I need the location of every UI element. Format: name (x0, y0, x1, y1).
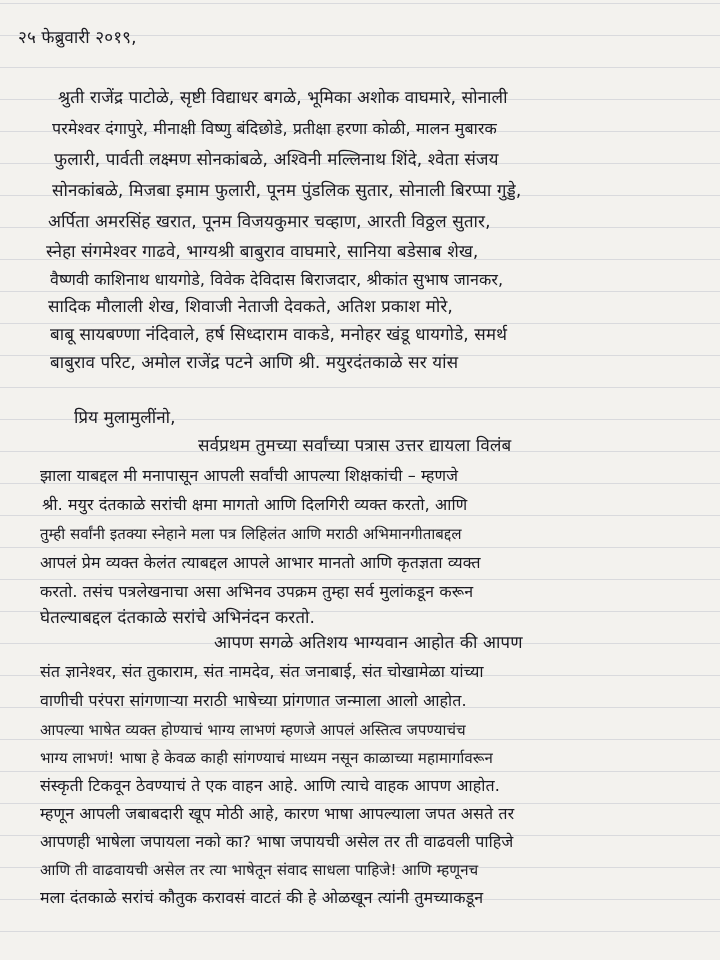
recipient-line: वैष्णवी काशिनाथ धायगोडे, विवेक देविदास बिराजदार, श्रीकांत सुभाष जानकर, (50, 270, 504, 289)
salutation: प्रिय मुलामुलींनो, (74, 408, 176, 428)
recipient-line: परमेश्वर दंगापुरे, मीनाक्षी विष्णु बंदिछोडे, प्रतीक्षा हरणा कोळी, मालन मुबारक (52, 119, 497, 138)
recipient-line: अर्पिता अमरसिंह खरात, पूनम विजयकुमार चव्हाण, आरती विठ्ठल सुतार, (48, 212, 491, 232)
body-line: आणि ती वाढवायची असेल तर त्या भाषेतून संवाद साधला पाहिजे! आणि म्हणूनच (40, 861, 479, 879)
body-line: आपणही भाषेला जपायला नको का? भाषा जपायची असेल तर ती वाढवली पाहिजे (40, 832, 514, 851)
body-line: तुम्ही सर्वांनी इतक्या स्नेहाने मला पत्र लिहिलंत आणि मराठी अभिमानगीताबद्दल (40, 525, 462, 543)
recipient-line: बाबू सायबण्णा नंदिवाले, हर्ष सिध्दाराम वाकडे, मनोहर खंडू धायगोडे, समर्थ (50, 325, 508, 345)
recipient-line: बाबुराव परिट, अमोल राजेंद्र पटने आणि श्री. मयुरदंतकाळे सर यांस (50, 353, 459, 373)
body-line: श्री. मयुर दंतकाळे सरांची क्षमा मागतो आणि दिलगिरी व्यक्त करतो, आणि (42, 495, 468, 514)
body-line: आपल्या भाषेत व्यक्त होण्याचं भाग्य लाभणं म्हणजे आपलं अस्तित्व जपण्याचंच (40, 721, 466, 739)
body-line: करतो. तसंच पत्रलेखनाचा असा अभिनव उपक्रम तुम्हा सर्व मुलांकडून करून (40, 582, 474, 601)
body-line: संस्कृती टिकवून ठेवण्याचं ते एक वाहन आहे. आणि त्याचे वाहक आपण आहोत. (40, 776, 500, 795)
body-line: आपलं प्रेम व्यक्त केलंत त्याबद्दल आपले आभार मानतो आणि कृतज्ञता व्यक्त (40, 553, 481, 572)
body-line: आपण सगळे अतिशय भाग्यवान आहोत की आपण (214, 633, 523, 653)
body-line: सर्वप्रथम तुमच्या सर्वांच्या पत्रास उत्तर द्यायला विलंब (198, 436, 512, 456)
body-line: वाणीची परंपरा सांगणाऱ्या मराठी भाषेच्या प्रांगणात जन्माला आलो आहोत. (40, 691, 467, 710)
body-line: झाला याबद्दल मी मनापासून आपली सर्वांची आपल्या शिक्षकांची – म्हणजे (40, 466, 459, 485)
recipient-line: श्रुती राजेंद्र पाटोळे, सृष्टी विद्याधर बगळे, भूमिका अशोक वाघमारे, सोनाली (58, 88, 508, 108)
body-line: मला दंतकाळे सरांचं कौतुक करावसं वाटतं की हे ओळखून त्यांनी तुमच्याकडून (40, 888, 484, 907)
body-line: भाग्य लाभणं! भाषा हे केवळ काही सांगण्याचं माध्यम नसून काळाच्या महामार्गावरून (40, 749, 493, 767)
body-line: घेतल्याबद्दल दंतकाळे सरांचे अभिनंदन करतो. (40, 608, 316, 628)
body-line: संत ज्ञानेश्वर, संत तुकाराम, संत नामदेव, संत जनाबाई, संत चोखामेळा यांच्या (40, 662, 484, 681)
recipient-line: सादिक मौलाली शेख, शिवाजी नेताजी देवकते, अतिश प्रकाश मोरे, (48, 297, 453, 317)
recipient-line: स्नेहा संगमेश्वर गाढवे, भाग्यश्री बाबुराव वाघमारे, सानिया बडेसाब शेख, (46, 242, 479, 262)
body-line: म्हणून आपली जबाबदारी खूप मोठी आहे, कारण भाषा आपल्याला जपत असते तर (40, 804, 515, 823)
recipient-line: फुलारी, पार्वती लक्ष्मण सोनकांबळे, अश्विनी मल्लिनाथ शिंदे, श्वेता संजय (54, 150, 499, 170)
recipient-line: सोनकांबळे, मिजबा इमाम फुलारी, पूनम पुंडलिक सुतार, सोनाली बिरप्पा गुड्डे, (52, 181, 522, 201)
letter-date: २५ फेब्रुवारी २०१९, (18, 28, 137, 48)
